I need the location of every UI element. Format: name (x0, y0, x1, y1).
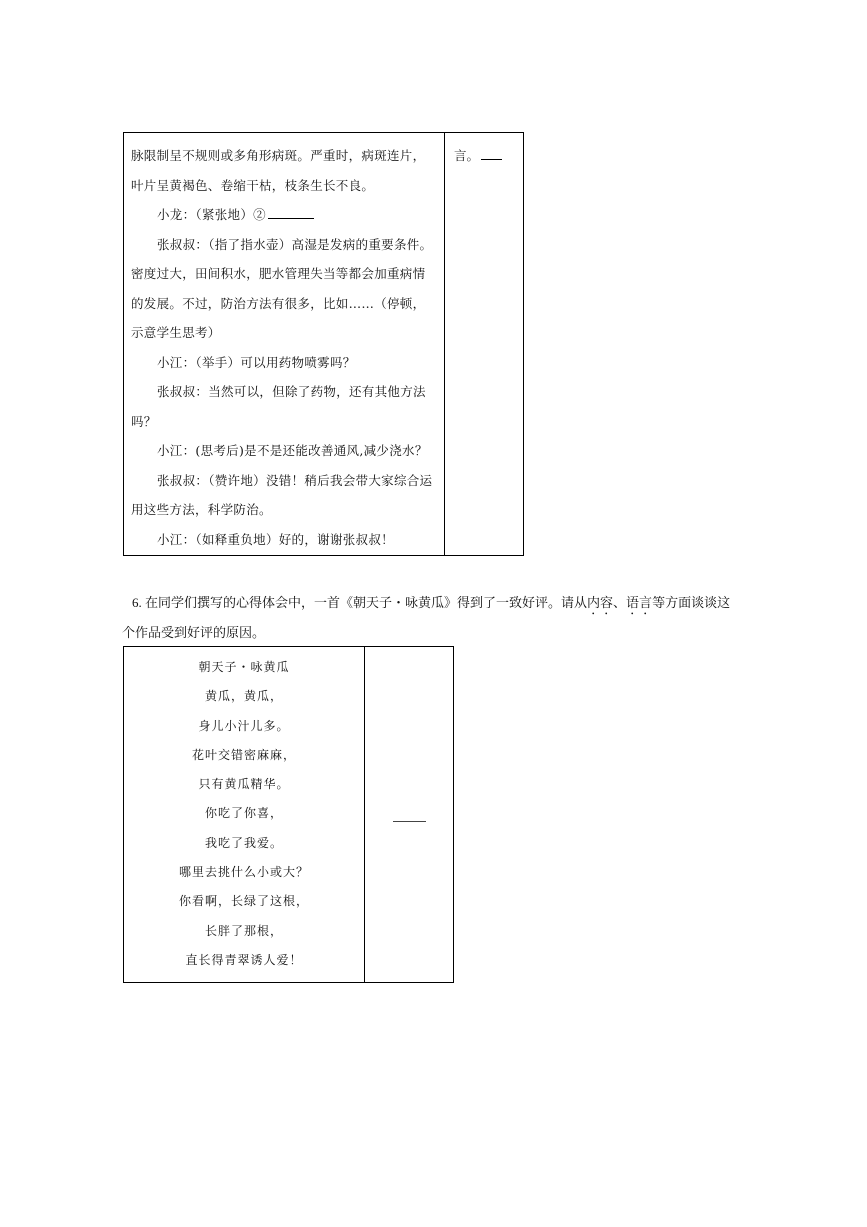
poem-line: 你吃了你喜， (204, 806, 283, 821)
question-number: 6. (132, 595, 142, 610)
poem-line: 直长得青翠诱人爱！ (185, 952, 303, 967)
poem-line: 我吃了我爱。 (204, 835, 283, 850)
dialogue-line (131, 259, 439, 289)
dialogue-line (131, 289, 439, 319)
answer-blank[interactable] (481, 147, 502, 160)
dialogue-line (131, 200, 439, 230)
question-text-part-1: 在同学们撰写的心得体会中，一首《朝天子・咏黄瓜》得到了一致好评。请从 (145, 595, 588, 610)
table-divider (444, 133, 445, 555)
poem-line: 长胖了那根， (204, 923, 283, 938)
poem-line: 黄瓜，黄瓜， (204, 689, 283, 704)
question-6 (122, 588, 752, 648)
dialogue-line-text: 小龙：（紧张地）② (157, 207, 266, 222)
answer-blank[interactable] (393, 821, 426, 822)
dialogue-line-text: 用这些方法，科学防治。 (131, 502, 272, 517)
question-text-part-2: 、 (613, 595, 627, 610)
dialogue-line-text: 张叔叔：（赞许地）没错！稍后我会带大家综合运 (157, 472, 433, 488)
dialogue-line-text: 示意学生思考） (131, 325, 221, 340)
answer-cell (454, 141, 502, 171)
dialogue-line-text: 小江：（举手）可以用药物喷雾吗？ (157, 354, 356, 370)
dialogue-line-text: 张叔叔：（指了指水壶）高湿是发病的重要条件。 (157, 236, 433, 252)
dialogue-line (131, 318, 439, 348)
dialogue-line-text: 张叔叔：当然可以，但除了药物，还有其他方法 (157, 384, 426, 399)
answer-cell-text: 言。 (454, 148, 480, 163)
dialogue-line-text: 叶片呈黄褐色、卷缩干枯，枝条生长不良。 (131, 177, 375, 193)
dialogue-line-text: 的发展。不过，防治方法有很多，比如……（停顿， (131, 295, 426, 311)
poem-title: 朝天子・咏黄瓜 (198, 660, 290, 674)
dialogue-line-text: 小江：（如释重负地）好的，谢谢张叔叔！ (157, 531, 394, 547)
dialogue-line (131, 171, 439, 201)
question-6-line-2: 个作品受到好评的原因。 (122, 625, 266, 640)
dialogue-line (131, 466, 439, 496)
poem-line: 只有黄瓜精华。 (198, 777, 290, 792)
dialogue-table (123, 132, 524, 556)
poem-text (124, 653, 364, 975)
dialogue-line (131, 348, 439, 378)
poem-table (123, 646, 454, 983)
dialogue-line (131, 230, 439, 260)
dialogue-line (131, 377, 439, 407)
poem-line: 哪里去挑什么小或大？ (178, 865, 309, 880)
fill-blank[interactable] (268, 206, 314, 219)
dialogue-line (131, 141, 439, 171)
dialogue-line-text: 脉限制呈不规则或多角形病斑。严重时，病斑连片， (131, 148, 426, 163)
dialogue-line (131, 407, 439, 437)
dialogue-line (131, 525, 439, 555)
question-6-line-1 (132, 588, 752, 618)
poem-line: 花叶交错密麻麻， (191, 747, 296, 762)
poem-line: 身儿小汁儿多。 (198, 718, 290, 733)
dialogue-text (131, 141, 439, 554)
dialogue-line (131, 436, 439, 466)
emphasis-content: 内容 (587, 595, 614, 610)
table-divider (364, 647, 365, 982)
question-text-part-3: 等方面谈谈这 (652, 595, 731, 610)
poem-line: 你看啊，长绿了这根， (178, 894, 309, 909)
dialogue-line (131, 495, 439, 525)
dialogue-line-text: 小江：(思考后)是不是还能改善通风,减少浇水？ (157, 443, 428, 458)
dialogue-line-text: 吗？ (131, 413, 157, 429)
dialogue-line-text: 密度过大，田间积水，肥水管理失当等都会加重病情 (131, 266, 426, 281)
emphasis-language: 语言 (626, 595, 653, 610)
